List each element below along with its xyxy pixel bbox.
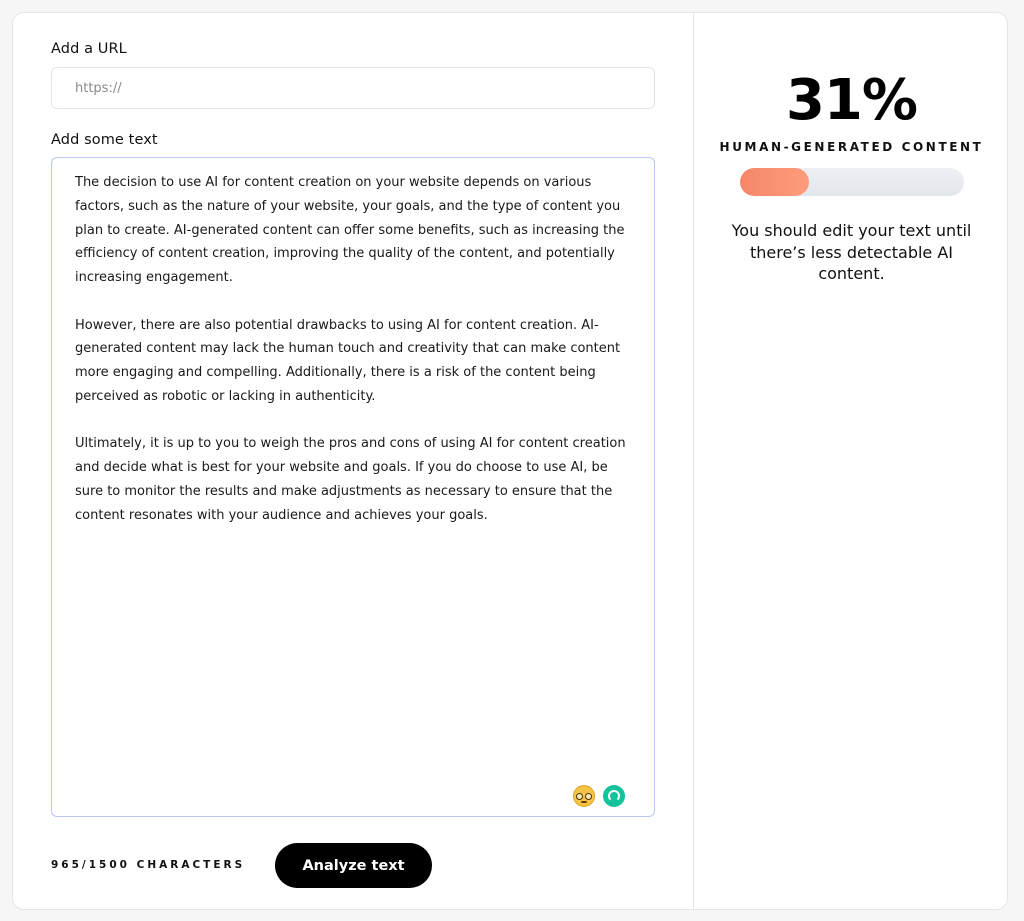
grammarly-icon[interactable] <box>603 785 625 807</box>
analyze-text-button[interactable]: Analyze text <box>275 843 432 888</box>
score-label: HUMAN-GENERATED CONTENT <box>719 140 984 154</box>
advice-text: You should edit your text until there’s less detectable AI content. <box>731 221 972 283</box>
score-progress-fill <box>740 168 809 196</box>
character-count: 965/1500 CHARACTERS <box>51 859 246 871</box>
text-input-content[interactable] <box>75 171 631 551</box>
url-input[interactable] <box>51 67 655 109</box>
url-label: Add a URL <box>51 41 127 57</box>
text-paragraph: Ultimately, it is up to you to weigh the pros and cons of using AI for content creation and decide what is best for your website and goals. If you do choose to use AI, be sure to monitor the results and make adjustments as necessary to ensure that the content resonates with your audience and achieves your goals. <box>75 436 626 523</box>
text-input-area[interactable] <box>51 157 655 817</box>
text-label: Add some text <box>51 132 158 148</box>
text-paragraph: The decision to use AI for content creation on your website depends on various factors, such as the nature of your website, your goals, and the type of content you plan to create. AI-generated content can offer some benefits, such as increasing the efficiency of content creation, improving the quality of the content, and potentially increasing engagement. <box>75 175 625 286</box>
result-panel <box>694 13 1008 909</box>
input-panel <box>13 13 694 909</box>
extension-icons <box>573 785 625 807</box>
score-progress-bar <box>740 168 964 196</box>
content-detector-card <box>12 12 1008 910</box>
nerd-face-emoji-icon[interactable] <box>573 785 595 807</box>
score-value: 31% <box>785 68 918 133</box>
text-paragraph: However, there are also potential drawbacks to using AI for content creation. AI-generated content may lack the human touch and creativity that can make content more engaging and compelling. Additionally, there is a risk of the content being perceived as robotic or lacking in authenticity. <box>75 317 621 404</box>
